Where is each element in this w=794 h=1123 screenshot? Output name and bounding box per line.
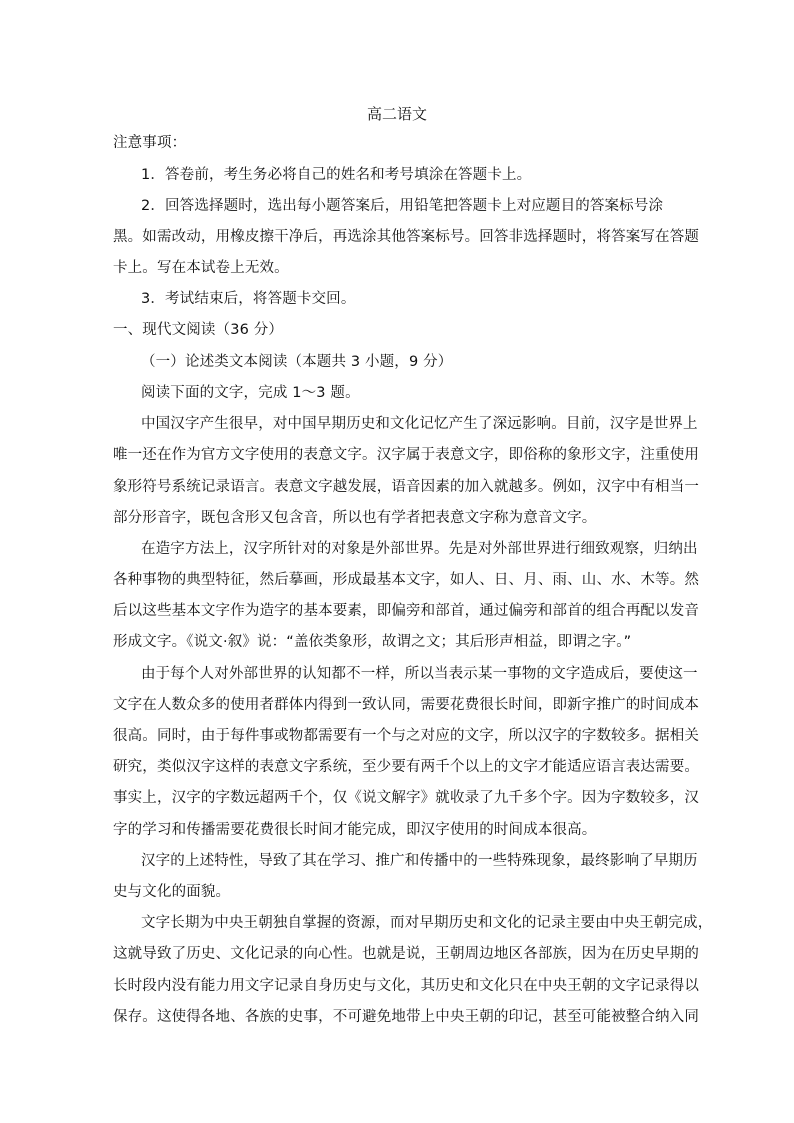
reading-instruction: 阅读下面的文字，完成 1～3 题。 xyxy=(141,385,360,401)
notice-item-1: 1．答卷前，考生务必将自己的姓名和考号填涂在答题卡上。 xyxy=(141,167,532,183)
paragraph-1-line: 象形符号系统记录语言。表意文字越发展，语音因素的加入就越多。例如，汉字中有相当一 xyxy=(113,479,699,495)
paragraph-5-line: 这就导致了历史、文化记录的向心性。也就是说，王朝周边地区各部族，因为在历史早期的 xyxy=(113,946,699,962)
paragraph-5-line: 长时段内没有能力用文字记录自身历史与文化，其历史和文化只在中央王朝的文字记录得以 xyxy=(113,978,699,994)
paragraph-2-line: 后以这些基本文字作为造字的基本要素，即偏旁和部首，通过偏旁和部首的组合再配以发音 xyxy=(113,603,699,619)
subsection-heading: （一）论述类文本阅读（本题共 3 小题，9 分） xyxy=(141,354,453,370)
notice-item-3: 3．考试结束后，将答题卡交回。 xyxy=(141,291,356,307)
paragraph-3-line: 很高。同时，由于每件事或物都需要有一个与之对应的文字，所以汉字的字数较多。据相关 xyxy=(113,728,699,744)
paragraph-5-line: 保存。这使得各地、各族的史事，不可避免地带上中央王朝的印记，甚至可能被整合纳入同 xyxy=(113,1009,699,1025)
paragraph-5-line: 文字长期为中央王朝独自掌握的资源，而对早期历史和文化的记录主要由中央王朝完成， xyxy=(141,915,713,931)
paragraph-1-line: 中国汉字产生很早，对中国早期历史和文化记忆产生了深远影响。目前，汉字是世界上 xyxy=(141,416,698,432)
notice-item-2-line-2: 黑。如需改动，用橡皮擦干净后，再选涂其他答案标号。回答非选择题时，将答案写在答题 xyxy=(113,229,699,245)
paragraph-3-line: 字的学习和传播需要花费很长时间才能完成，即汉字使用的时间成本很高。 xyxy=(113,822,597,838)
paragraph-3-line: 研究，类似汉字这样的表意文字系统，至少要有两千个以上的文字才能适应语言表达需要。 xyxy=(113,759,699,775)
paragraph-4-line: 史与文化的面貌。 xyxy=(113,884,231,900)
section-heading: 一、现代文阅读（36 分） xyxy=(113,322,284,338)
notice-item-2-line-3: 卡上。写在本试卷上无效。 xyxy=(113,260,289,276)
paragraph-2-line: 在造字方法上，汉字所针对的对象是外部世界。先是对外部世界进行细致观察，归纳出 xyxy=(141,541,698,557)
paragraph-3-line: 文字在人数众多的使用者群体内得到一致认同，需要花费很长时间，即新字推广的时间成本 xyxy=(113,697,699,713)
paragraph-2-line: 各种事物的典型特征，然后摹画，形成最基本文字，如人、日、月、雨、山、水、木等。然 xyxy=(113,572,699,588)
paragraph-4-line: 汉字的上述特性，导致了其在学习、推广和传播中的一些特殊现象，最终影响了早期历 xyxy=(141,853,698,869)
paragraph-2-line: 形成文字。《说文·叙》说：“盖依类象形，故谓之文；其后形声相益，即谓之字。” xyxy=(113,634,632,650)
page-title: 高二语文 xyxy=(366,105,427,123)
paragraph-3-line: 由于每个人对外部世界的认知都不一样，所以当表示某一事物的文字造成后，要使这一 xyxy=(141,666,698,682)
paragraph-1-line: 部分形音字，既包含形又包含音，所以也有学者把表意文字称为意音文字。 xyxy=(113,510,597,526)
notice-heading: 注意事项： xyxy=(113,135,187,151)
notice-item-2-line-1: 2．回答选择题时，选出每小题答案后，用铅笔把答题卡上对应题目的答案标号涂 xyxy=(141,198,664,214)
paragraph-1-line: 唯一还在作为官方文字使用的表意文字。汉字属于表意文字，即俗称的象形文字，注重使用 xyxy=(113,447,699,463)
paragraph-3-line: 事实上，汉字的字数远超两千个，仅《说文解字》就收录了九千多个字。因为字数较多，汉 xyxy=(113,790,699,806)
